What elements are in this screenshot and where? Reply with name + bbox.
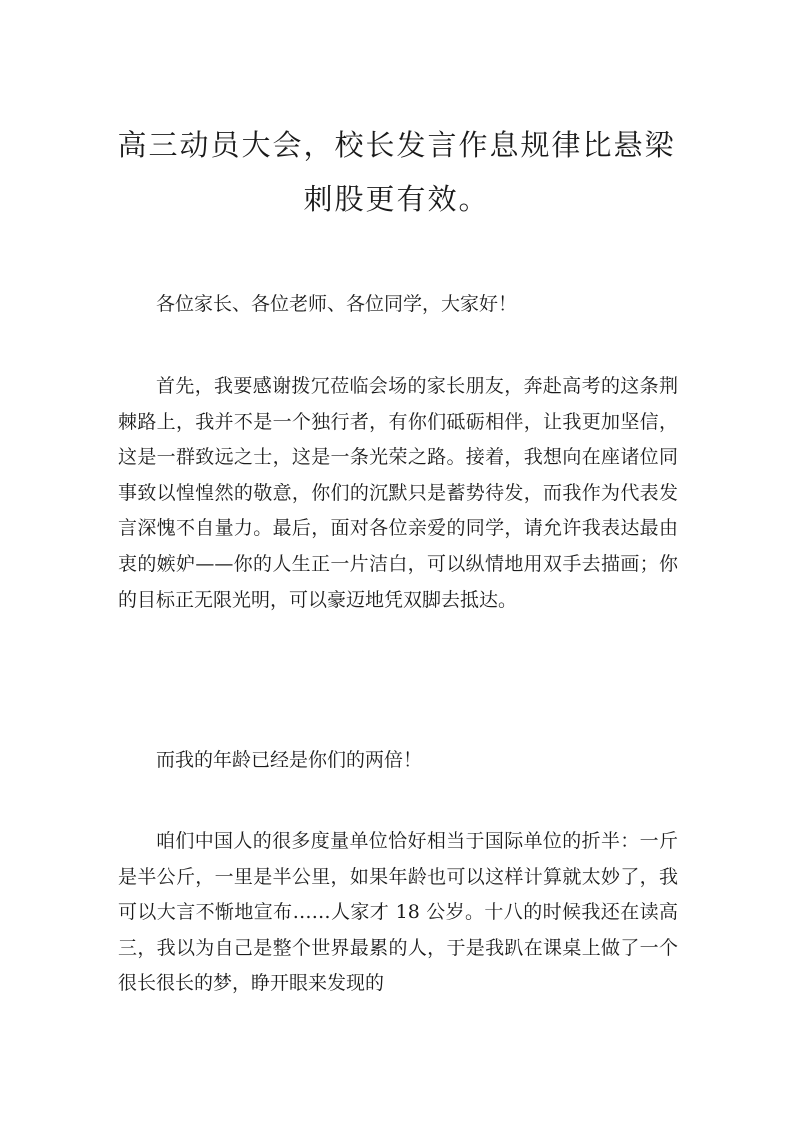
- paragraph-thanks: 首先，我要感谢拨冗莅临会场的家长朋友，奔赴高考的这条荆棘路上，我并不是一个独行者，有你们砥砺相伴，让我更加坚信，这是一群致远之士，这是一条光荣之路。接着，我想向在座诸位同事致以惶惶然的敬意，你们的沉默只是蓄势待发，而我作为代表发言深愧不自量力。最后，面对各位亲爱的同学，请允许我表达最由衷的嫉妒——你的人生正一片洁白，可以纵情地用双手去描画；你的目标正无限光明，可以豪迈地凭双脚去抵达。: [118, 375, 678, 611]
- paragraph-greeting: 各位家长、各位老师、各位同学，大家好！: [156, 293, 518, 315]
- paragraph-age: 而我的年龄已经是你们的两倍！: [156, 749, 423, 771]
- document-title: 高三动员大会，校长发言作息规律比悬梁刺股更有效。: [117, 128, 676, 216]
- paragraph-units: 咱们中国人的很多度量单位恰好相当于国际单位的折半：一斤是半公斤，一里是半公里，如果年龄也可以这样计算就太妙了，我可以大言不惭地宣布……人家才 18 公岁。十八的时候我还在读高三，我以为自己是整个世界最累的人，于是我趴在课桌上做了一个很长很长的梦，睁开眼来发现的: [118, 830, 678, 995]
